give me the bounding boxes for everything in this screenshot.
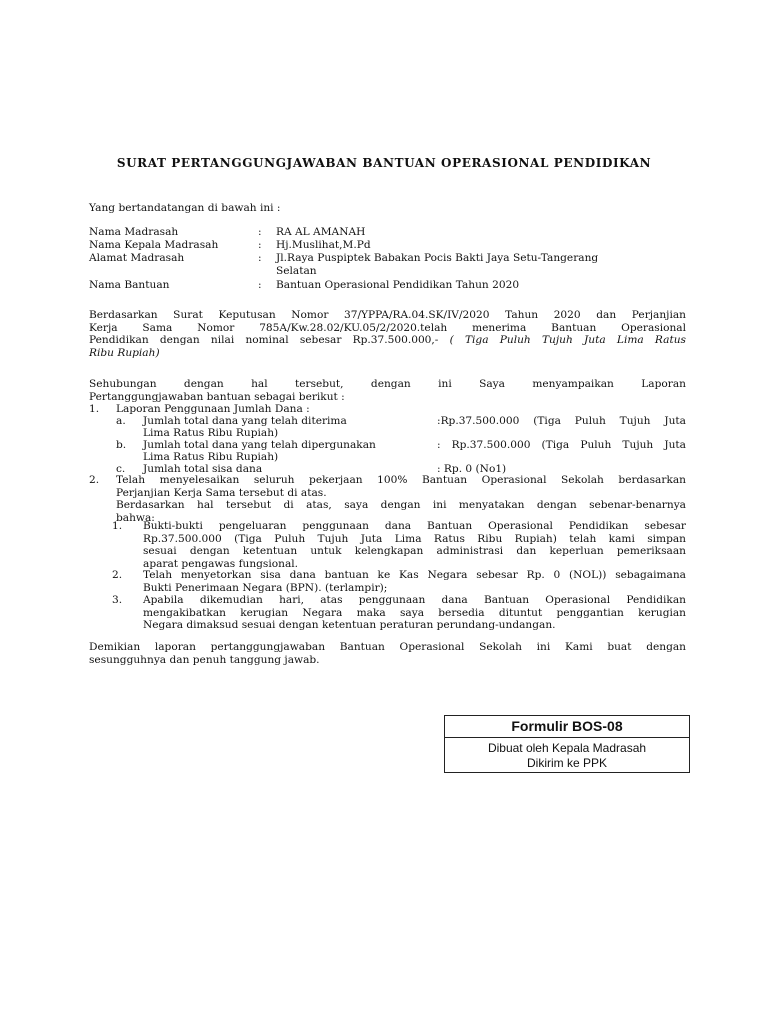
item-2-body	[116, 474, 686, 524]
form-code-line: Dikirim ke PPK	[526, 756, 607, 770]
nested-number: 2.	[112, 569, 123, 581]
sub-value: :Rp.37.500.000 (Tiga Puluh Tujuh Juta	[437, 415, 686, 427]
field-row-madrasah	[0, 226, 768, 239]
sub-label: Jumlah total dana yang telah dipergunakan	[143, 439, 376, 451]
paragraph-line: Perjanjian Kerja Sama tersebut di atas.	[116, 486, 327, 499]
paragraph-line: Demikian laporan pertanggungjawaban Bantuan Operasional Sekolah ini Kami buat dengan	[89, 641, 686, 653]
paragraph-line: Negara dimaksud sesuai dengan ketentuan peraturan perundang-undangan.	[143, 619, 556, 631]
field-value: Bantuan Operasional Pendidikan Tahun 2020	[276, 279, 520, 291]
sub-value: : Rp.37.500.000 (Tiga Puluh Tujuh Juta	[437, 439, 686, 451]
field-label: Alamat Madrasah	[89, 252, 185, 264]
field-value-continued: Selatan	[276, 265, 317, 277]
paragraph-line: sesungguhnya dan penuh tanggung jawab.	[89, 653, 320, 666]
nested-number: 1.	[112, 520, 123, 532]
field-colon: :	[258, 226, 262, 238]
field-row-kepala	[0, 239, 768, 252]
paragraph-keputusan	[89, 309, 686, 359]
sub-value: : Rp. 0 (No1)	[437, 463, 507, 475]
field-label: Nama Bantuan	[89, 279, 170, 291]
form-code-box	[444, 715, 690, 773]
nested-number: 3.	[112, 594, 123, 606]
paragraph-line: Bukti Penerimaan Negara (BPN). (terlampir);	[143, 581, 388, 594]
intro-text: Yang bertandatangan di bawah ini :	[89, 202, 281, 214]
sub-label: Jumlah total sisa dana	[143, 463, 263, 475]
paragraph-line: Telah menyetorkan sisa dana bantuan ke Kas Negara sebesar Rp. 0 (NOL)) sebagaimana	[143, 569, 686, 581]
paragraph-line: aparat pengawas fungsional.	[143, 557, 299, 570]
paragraph-line: Bukti-bukti pengeluaran penggunaan dana Bantuan Operasional Pendidikan sebesar	[143, 520, 686, 532]
paragraph-line: mengakibatkan kerugian Negara maka saya bersedia dituntut penggantian kerugian	[143, 606, 686, 619]
sub-label: Jumlah total dana yang telah diterima	[143, 415, 347, 427]
paragraph-line: Pertanggungjawaban bantuan sebagai berikut :	[89, 390, 345, 403]
field-row-alamat-cont	[0, 265, 768, 278]
paragraph-line: Apabila dikemudian hari, atas penggunaan dana Bantuan Operasional Pendidikan	[143, 594, 686, 606]
form-code-title: Formulir BOS-08	[445, 716, 689, 738]
sub-letter: c.	[116, 463, 126, 475]
item-text: Laporan Penggunaan Jumlah Dana :	[116, 403, 310, 415]
paragraph-line: bahwa:	[116, 511, 155, 524]
field-colon: :	[258, 252, 262, 264]
form-code-line: Dibuat oleh Kepala Madrasah	[487, 741, 647, 755]
form-code-body	[445, 738, 689, 771]
field-row-alamat	[0, 252, 768, 265]
nested-item-2	[143, 569, 686, 594]
nested-item-1	[143, 520, 686, 570]
field-value: Hj.Muslihat,M.Pd	[276, 239, 371, 251]
closing-paragraph	[89, 641, 686, 666]
field-value: RA AL AMANAH	[276, 226, 366, 238]
sub-letter: b.	[116, 439, 127, 451]
item-number: 2.	[89, 474, 100, 486]
paragraph-line: Kerja Sama Nomor 785A/Kw.28.02/KU.05/2/2020.telah menerima Bantuan Operasional	[89, 321, 686, 334]
paragraph-sehubungan	[89, 378, 686, 403]
item-number: 1.	[89, 403, 100, 415]
paragraph-line: Sehubungan dengan hal tersebut, dengan ini Saya menyampaikan Laporan	[89, 378, 686, 390]
paragraph-line: Telah menyelesaikan seluruh pekerjaan 100% Bantuan Operasional Sekolah berdasarkan	[116, 474, 686, 486]
paragraph-line	[89, 334, 686, 347]
document-title: SURAT PERTANGGUNGJAWABAN BANTUAN OPERASIONAL PENDIDIKAN	[116, 156, 652, 170]
paragraph-line: Berdasarkan Surat Keputusan Nomor 37/YPPA/RA.04.SK/IV/2020 Tahun 2020 dan Perjanjian	[89, 309, 686, 321]
nominal-text: Pendidikan dengan nilai nominal sebesar Rp.37.500.000,-	[89, 334, 439, 346]
field-label: Nama Kepala Madrasah	[89, 239, 219, 251]
paragraph-line: Berdasarkan hal tersebut di atas, saya dengan ini menyatakan dengan sebenar-benarnya	[116, 499, 686, 511]
paragraph-line: Rp.37.500.000 (Tiga Puluh Tujuh Juta Lima Ratus Ribu Rupiah) telah kami simpan	[143, 532, 686, 545]
field-label: Nama Madrasah	[89, 226, 179, 238]
field-row-bantuan	[0, 279, 768, 292]
field-value: Jl.Raya Puspiptek Babakan Pocis Bakti Jaya Setu-Tangerang	[276, 252, 599, 264]
sub-letter: a.	[116, 415, 126, 427]
nominal-words: ( Tiga Puluh Tujuh Juta Lima Ratus	[449, 334, 686, 346]
paragraph-line: sesuai dengan ketentuan untuk kelengkapan administrasi dan keperluan pemeriksaan	[143, 545, 686, 557]
field-colon: :	[258, 279, 262, 291]
sub-value-cont: Lima Ratus Ribu Rupiah)	[143, 427, 279, 439]
nested-item-3	[143, 594, 686, 632]
field-colon: :	[258, 239, 262, 251]
nominal-words-cont: Ribu Rupiah)	[89, 346, 160, 359]
sub-value-cont: Lima Ratus Ribu Rupiah)	[143, 451, 279, 463]
